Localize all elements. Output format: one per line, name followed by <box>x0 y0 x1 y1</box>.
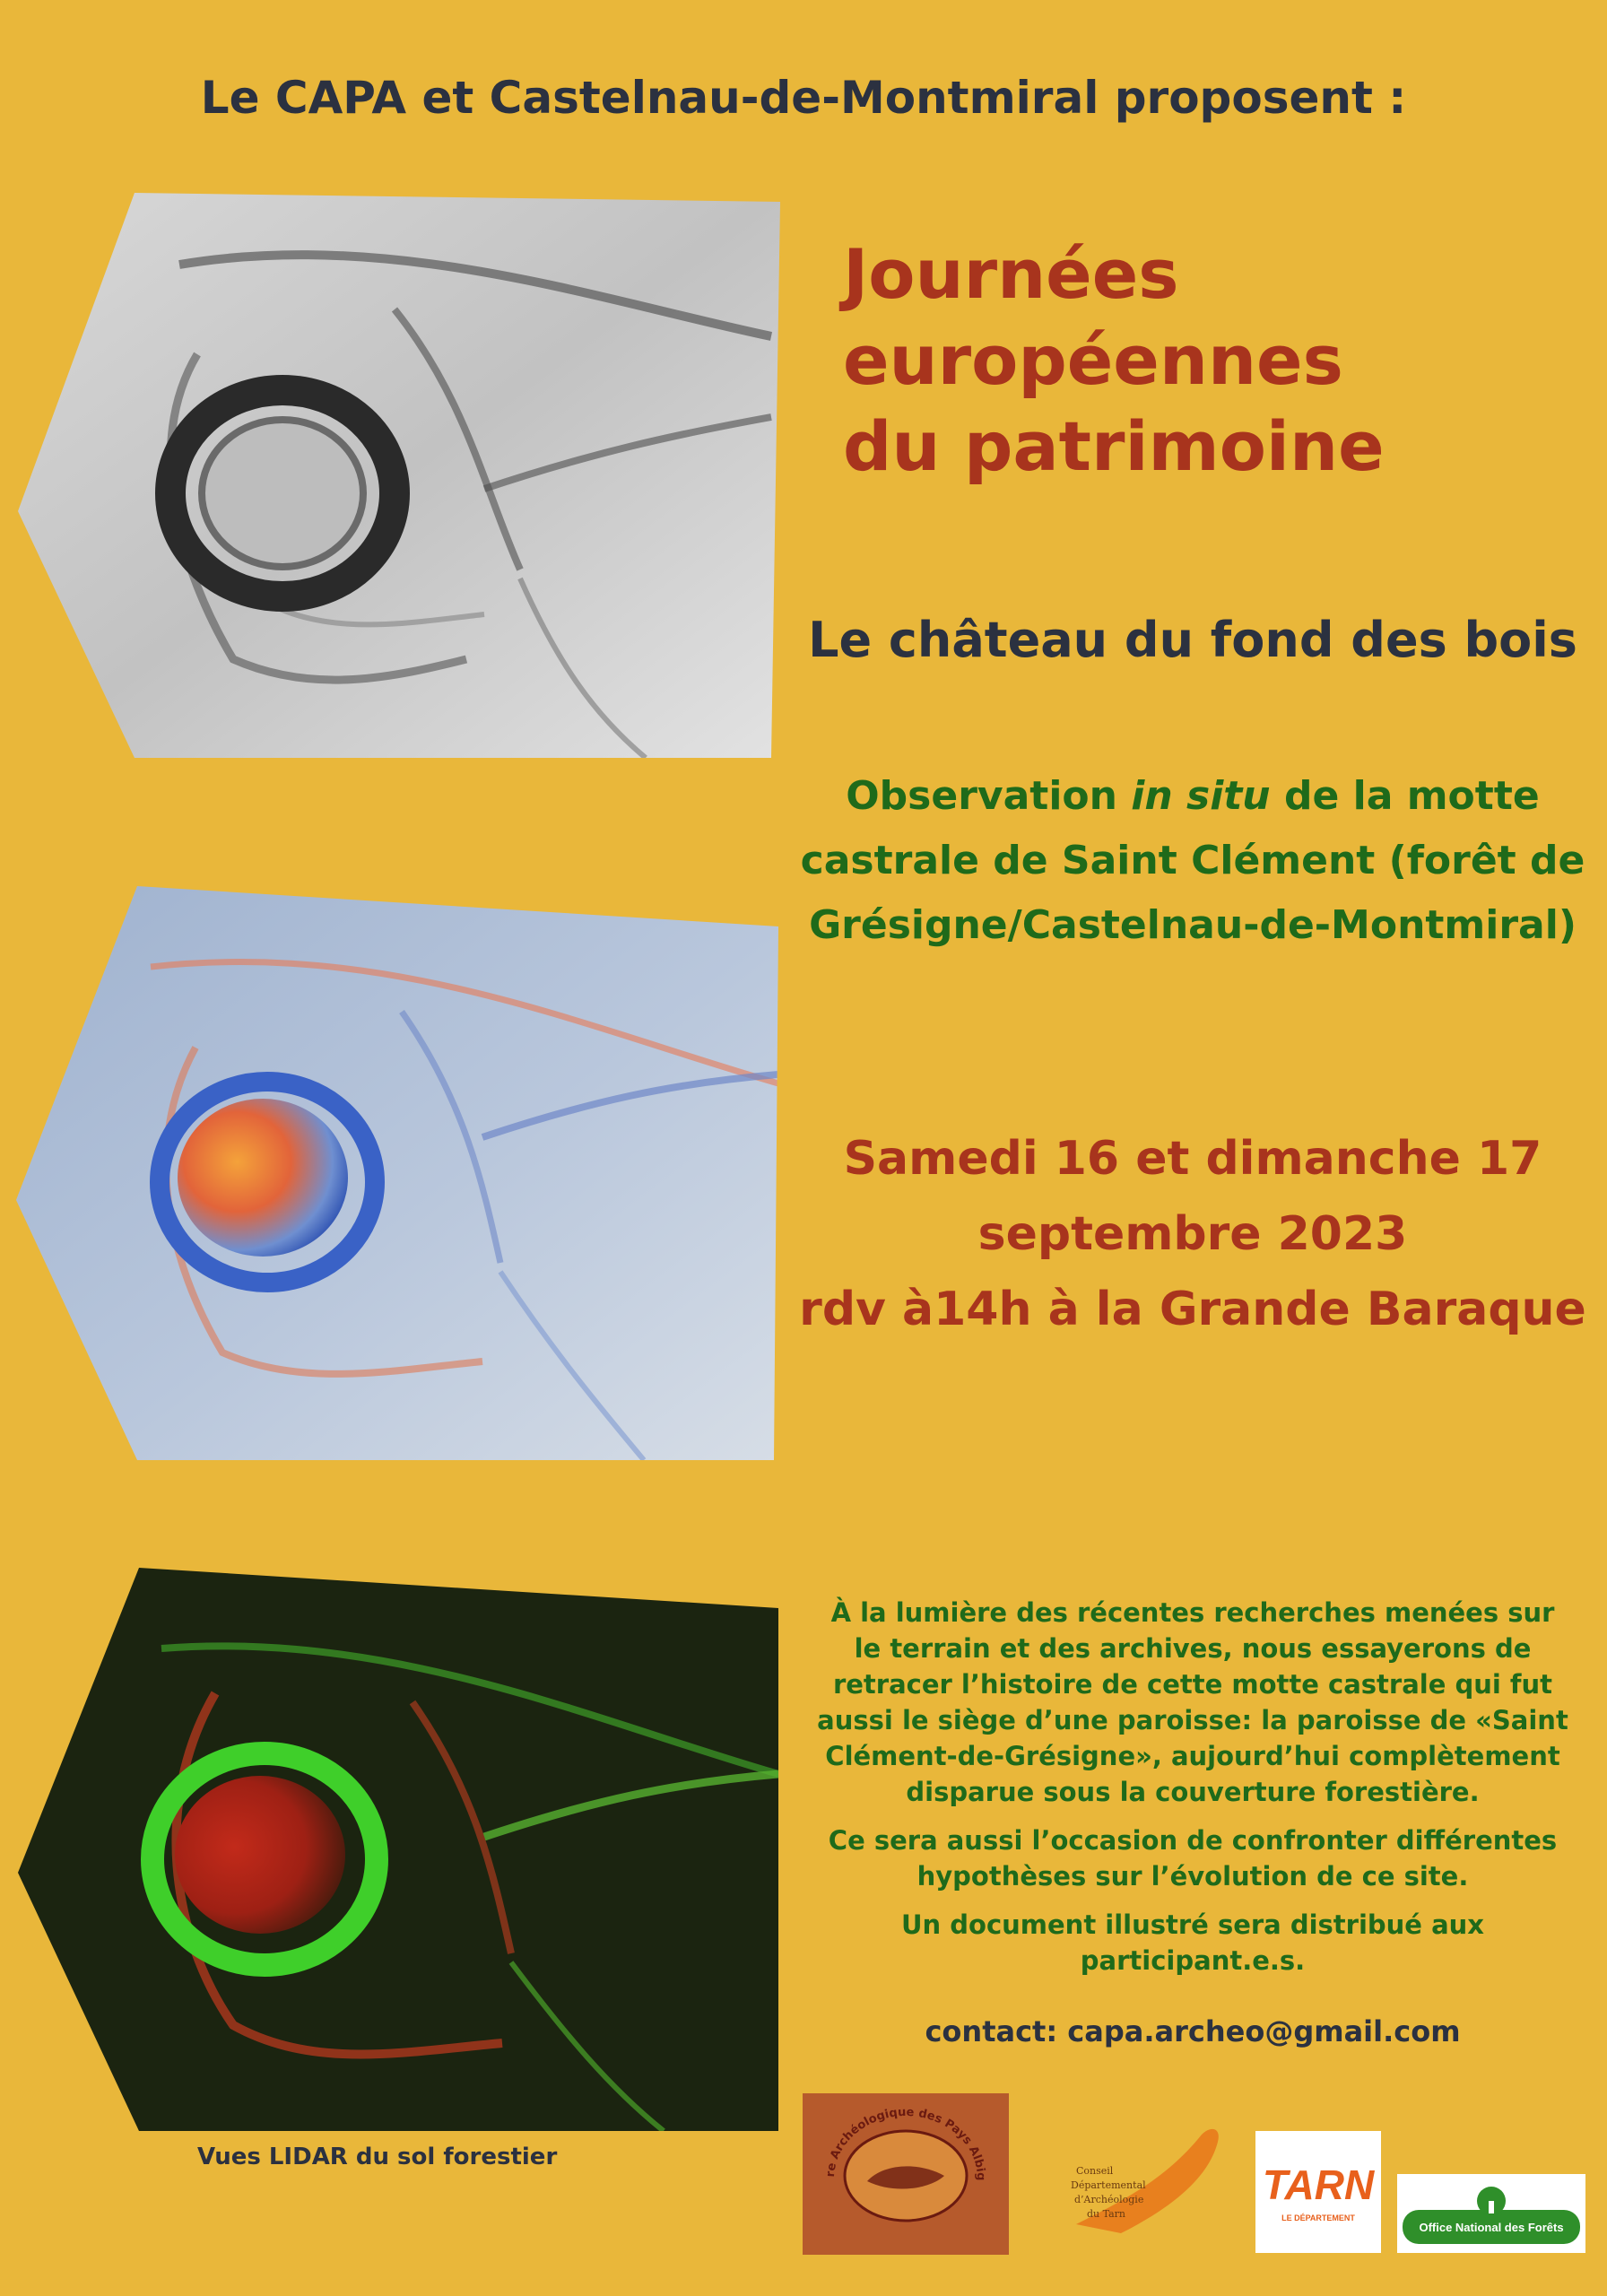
observation-emphasis: in situ <box>1131 773 1271 819</box>
header-proposent: Le CAPA et Castelnau-de-Montmiral proposent : <box>200 72 1407 124</box>
onf-logo-text: Office National des Forêts <box>1419 2221 1564 2234</box>
observation-after: de la motte castrale de Saint Clément (forêt de Grésigne/Castelnau-de-Montmiral) <box>800 773 1585 948</box>
event-title-line-2: européennes <box>843 320 1343 400</box>
description <box>816 1595 1569 1991</box>
observation-before: Observation <box>846 773 1132 819</box>
dates-line-2: septembre 2023 <box>977 1207 1408 1261</box>
cdat-logo <box>1067 2117 1229 2251</box>
cdat-logo-line-4: du Tarn <box>1087 2208 1126 2220</box>
lidar-image-green-red <box>18 1568 778 2131</box>
cdat-logo-line-2: Départemental <box>1071 2179 1146 2191</box>
event-title <box>843 231 1578 490</box>
tarn-logo-subtext: LE DÉPARTEMENT <box>1281 2213 1355 2222</box>
description-paragraph: Un document illustré sera distribué aux participant.e.s. <box>900 1909 1484 1976</box>
event-dates <box>789 1121 1596 1347</box>
description-paragraph: À la lumière des récentes recherches menées sur le terrain et des archives, nous essayerons de retracer l’histoire de cette motte castrale qui fut aussi le siège d’une paroisse: la paroisse de «Saint Clément-de-Grésigne», aujourd’hui complètement disparue sous la couverture forestière. <box>817 1597 1568 1807</box>
onf-logo <box>1397 2174 1585 2253</box>
event-title-line-1: Journées <box>843 234 1179 314</box>
lidar-image-grayscale <box>18 193 780 758</box>
observation-text <box>789 764 1596 958</box>
tarn-logo <box>1255 2131 1381 2253</box>
contact-email[interactable]: contact: capa.archeo@gmail.com <box>925 2014 1461 2048</box>
cdat-logo-line-1: Conseil <box>1076 2165 1114 2177</box>
image-caption: Vues LIDAR du sol forestier <box>197 2144 558 2170</box>
capa-logo-text: re Archéologique des Pays Albig <box>823 2105 988 2181</box>
cdat-logo-line-3: d’Archéologie <box>1074 2194 1144 2205</box>
description-paragraph: Ce sera aussi l’occasion de confronter différentes hypothèses sur l’évolution de ce site. <box>828 1825 1558 1892</box>
capa-logo <box>803 2093 1009 2255</box>
lidar-image-color <box>16 886 778 1460</box>
event-title-line-3: du patrimoine <box>843 406 1385 486</box>
dates-line-1: Samedi 16 et dimanche 17 <box>843 1132 1542 1186</box>
tarn-logo-text: TARN <box>1262 2161 1375 2208</box>
subtitle: Le château du fond des bois <box>808 612 1577 668</box>
dates-line-3: rdv à14h à la Grande Baraque <box>799 1283 1586 1336</box>
